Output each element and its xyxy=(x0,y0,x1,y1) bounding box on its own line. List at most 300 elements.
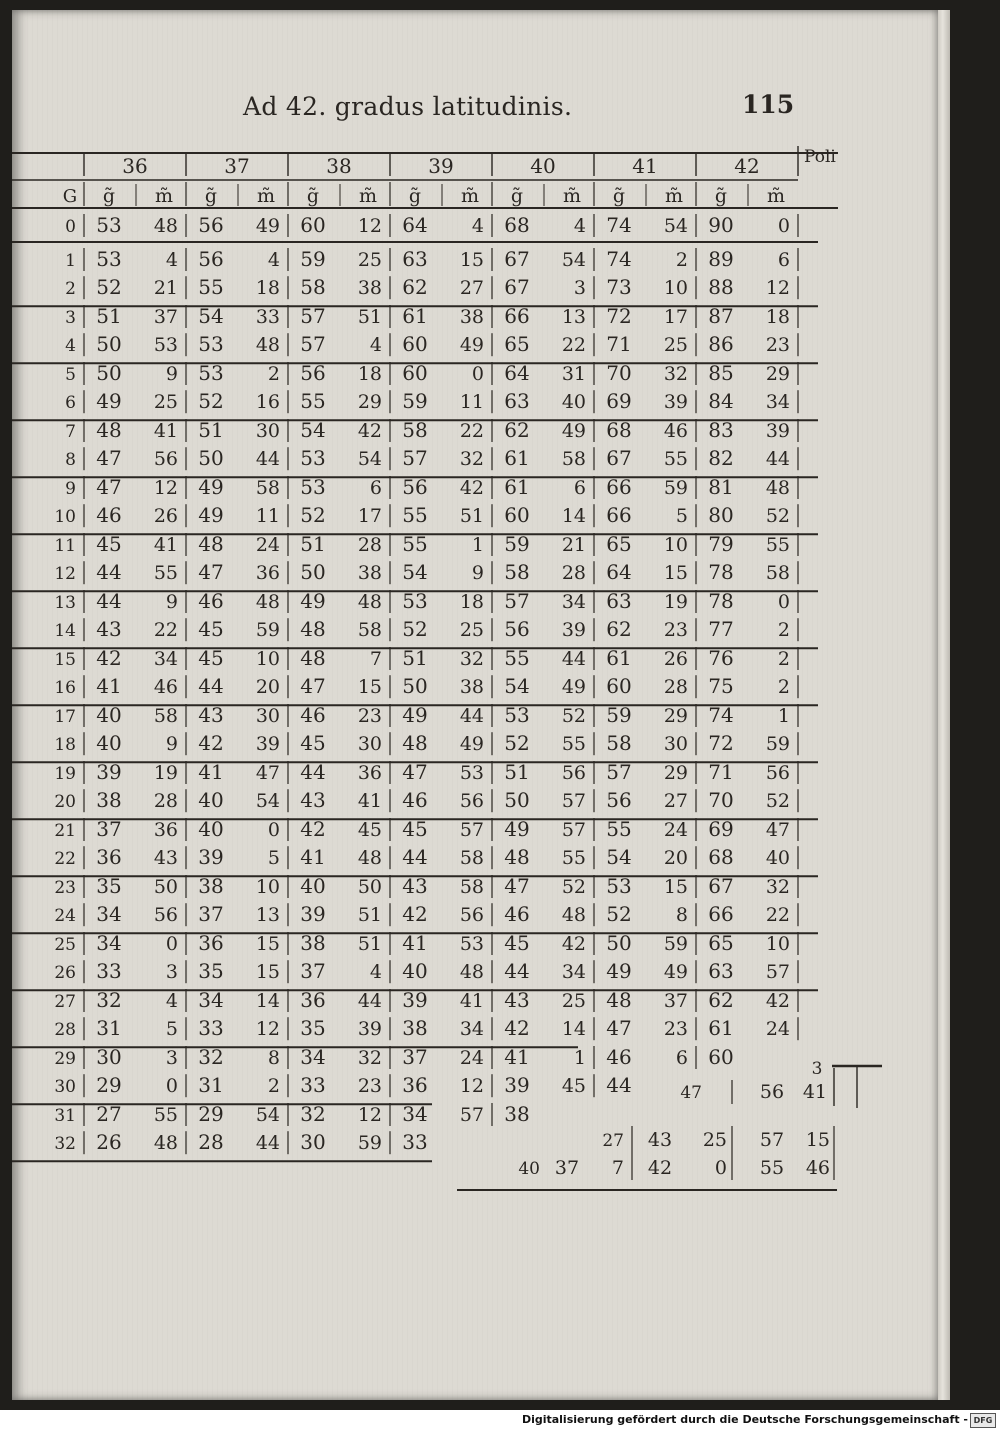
cell-minutes: 59 xyxy=(765,733,790,756)
cell-degrees: 59 xyxy=(504,532,530,556)
cell-minutes: 25 xyxy=(357,249,382,271)
cell-degrees: 62 xyxy=(606,617,632,642)
cell-degrees: 69 xyxy=(606,389,632,414)
cell-degrees: 73 xyxy=(606,275,632,300)
row-label: 7 xyxy=(65,422,76,442)
row-label: 11 xyxy=(54,536,76,556)
cell-minutes: 5 xyxy=(675,505,688,528)
cell-degrees: 39 xyxy=(402,988,428,1012)
cell-degrees: 30 xyxy=(96,1045,122,1069)
cell-minutes: 59 xyxy=(663,933,688,955)
cell-degrees: 31 xyxy=(96,1016,122,1041)
cell-degrees: 59 xyxy=(300,247,326,271)
cell-minutes: 55 xyxy=(663,448,688,471)
cell-minutes: 29 xyxy=(663,705,688,727)
row-label: 21 xyxy=(54,821,76,841)
cell-minutes: 22 xyxy=(561,334,586,357)
cell-degrees: 34 xyxy=(402,1102,428,1126)
cell-degrees: 26 xyxy=(96,1130,122,1155)
cell-degrees: 40 xyxy=(198,788,224,813)
cell-minutes: 23 xyxy=(663,619,688,642)
cell-degrees: 43 xyxy=(96,617,122,642)
cell-degrees: 49 xyxy=(198,475,224,499)
cell-minutes: 6 xyxy=(573,477,586,499)
cell-minutes: 49 xyxy=(561,420,586,442)
dfg-logo: DFG xyxy=(970,1413,996,1428)
cell-minutes: 56 xyxy=(153,448,178,471)
cell-degrees: 60 xyxy=(402,361,428,385)
cell-degrees: 83 xyxy=(708,418,734,442)
cell-degrees: 58 xyxy=(300,275,326,300)
cell-minutes: 58 xyxy=(561,448,586,471)
cell-degrees: 66 xyxy=(606,475,632,499)
row-label: 9 xyxy=(65,479,76,499)
cell-minutes: 57 xyxy=(765,961,790,984)
cell-degrees: 53 xyxy=(198,332,224,357)
cell-degrees: 35 xyxy=(198,959,224,984)
cell-minutes: 41 xyxy=(153,534,178,556)
cell-degrees: 38 xyxy=(300,931,326,955)
cell-minutes: 44 xyxy=(255,448,280,471)
cell-degrees: 70 xyxy=(708,788,734,813)
cell-degrees: 76 xyxy=(708,646,734,670)
cell-minutes: 24 xyxy=(255,534,280,556)
subheader-degrees: g̃ xyxy=(204,185,218,207)
cell-minutes: 5 xyxy=(165,1018,178,1041)
cell-degrees: 53 xyxy=(504,703,530,727)
cell-minutes: 23 xyxy=(663,1018,688,1041)
cell-minutes: 10 xyxy=(255,648,280,670)
cell-degrees: 46 xyxy=(606,1045,632,1069)
cell-minutes: 49 xyxy=(459,733,484,756)
cell-degrees: 43 xyxy=(504,988,530,1012)
cell-minutes: 52 xyxy=(561,705,586,727)
cell-minutes: 45 xyxy=(561,1075,586,1098)
row-label: 26 xyxy=(54,963,76,984)
cell-degrees: 49 xyxy=(402,703,428,727)
cell-minutes: 17 xyxy=(663,306,688,328)
cell-minutes: 4 xyxy=(165,249,178,271)
row-label: 27 xyxy=(54,992,76,1012)
appendix-degrees: 42 xyxy=(647,1157,673,1179)
cell-degrees: 45 xyxy=(402,817,428,841)
cell-degrees: 51 xyxy=(96,304,122,328)
cell-minutes: 0 xyxy=(165,1075,178,1098)
row-label: 28 xyxy=(54,1020,76,1041)
cell-minutes: 15 xyxy=(663,876,688,898)
cell-degrees: 41 xyxy=(402,931,428,955)
cell-minutes: 26 xyxy=(153,505,178,528)
cell-minutes: 59 xyxy=(663,477,688,499)
cell-degrees: 88 xyxy=(708,275,734,300)
appendix-minutes: 0 xyxy=(714,1157,727,1179)
cell-degrees: 54 xyxy=(300,418,326,442)
cell-degrees: 61 xyxy=(606,646,632,670)
cell-minutes: 55 xyxy=(153,562,178,585)
cell-minutes: 56 xyxy=(765,762,790,784)
cell-degrees: 61 xyxy=(402,304,428,328)
cell-degrees: 52 xyxy=(198,389,224,414)
cell-degrees: 61 xyxy=(504,446,530,471)
cell-minutes: 0 xyxy=(267,819,280,841)
cell-degrees: 33 xyxy=(96,959,122,984)
cell-degrees: 49 xyxy=(300,589,326,613)
cell-degrees: 59 xyxy=(402,389,428,414)
cell-minutes: 10 xyxy=(663,277,688,300)
cell-degrees: 50 xyxy=(402,674,428,699)
cell-minutes: 28 xyxy=(357,534,382,556)
cell-minutes: 48 xyxy=(153,1132,178,1155)
cell-degrees: 30 xyxy=(300,1130,326,1155)
cell-degrees: 48 xyxy=(300,646,326,670)
cell-degrees: 60 xyxy=(606,674,632,699)
cell-minutes: 23 xyxy=(357,1075,382,1098)
cell-minutes: 48 xyxy=(561,904,586,927)
cell-degrees: 33 xyxy=(198,1016,224,1041)
cell-degrees: 57 xyxy=(606,760,632,784)
cell-minutes: 27 xyxy=(459,277,484,300)
cell-minutes: 14 xyxy=(561,505,586,528)
row-label: 30 xyxy=(54,1077,76,1098)
cell-degrees: 64 xyxy=(402,213,428,237)
cell-minutes: 54 xyxy=(255,790,280,813)
cell-degrees: 58 xyxy=(606,731,632,756)
cell-degrees: 46 xyxy=(96,503,122,528)
cell-degrees: 87 xyxy=(708,304,734,328)
cell-minutes: 24 xyxy=(459,1047,484,1069)
subheader-degrees: g̃ xyxy=(510,185,524,207)
cell-minutes: 48 xyxy=(765,477,790,499)
cell-minutes: 54 xyxy=(357,448,382,471)
cell-minutes: 53 xyxy=(153,334,178,357)
cell-minutes: 55 xyxy=(561,733,586,756)
cell-minutes: 39 xyxy=(765,420,790,442)
cell-minutes: 47 xyxy=(255,762,280,784)
cell-degrees: 49 xyxy=(96,389,122,414)
cell-minutes: 52 xyxy=(765,790,790,813)
appendix-degrees: 56 xyxy=(759,1081,785,1103)
cell-minutes: 41 xyxy=(153,420,178,442)
cell-degrees: 82 xyxy=(708,446,734,471)
cell-degrees: 68 xyxy=(606,418,632,442)
cell-degrees: 65 xyxy=(504,332,530,357)
cell-degrees: 46 xyxy=(300,703,326,727)
cell-minutes: 55 xyxy=(153,1104,178,1126)
cell-minutes: 12 xyxy=(357,1104,382,1126)
column-header-latitude: 40 xyxy=(530,154,556,178)
cell-minutes: 25 xyxy=(153,391,178,414)
cell-degrees: 58 xyxy=(504,560,530,585)
subheader-minutes: m̃ xyxy=(460,185,480,207)
cell-minutes: 18 xyxy=(765,306,790,328)
row-label: 10 xyxy=(54,507,76,528)
cell-minutes: 55 xyxy=(765,534,790,556)
cell-minutes: 13 xyxy=(561,306,586,328)
cell-degrees: 56 xyxy=(402,475,428,499)
cell-minutes: 48 xyxy=(255,334,280,357)
row-label: 13 xyxy=(54,593,76,613)
cell-minutes: 32 xyxy=(459,448,484,471)
cell-minutes: 1 xyxy=(777,705,790,727)
cell-minutes: 54 xyxy=(663,215,688,237)
cell-degrees: 45 xyxy=(504,931,530,955)
cell-minutes: 30 xyxy=(255,705,280,727)
cell-degrees: 53 xyxy=(96,247,122,271)
cell-minutes: 1 xyxy=(471,534,484,556)
running-head: Ad 42. gradus latitudinis. xyxy=(243,92,573,121)
cell-degrees: 45 xyxy=(198,646,224,670)
cell-minutes: 49 xyxy=(663,961,688,984)
cell-degrees: 38 xyxy=(198,874,224,898)
cell-minutes: 12 xyxy=(357,215,382,237)
cell-minutes: 5 xyxy=(267,847,280,870)
subheader-degrees: g̃ xyxy=(714,185,728,207)
cell-minutes: 54 xyxy=(255,1104,280,1126)
row-label: 2 xyxy=(65,279,76,300)
cell-degrees: 48 xyxy=(96,418,122,442)
cell-minutes: 24 xyxy=(663,819,688,841)
cell-minutes: 15 xyxy=(255,961,280,984)
cell-minutes: 30 xyxy=(663,733,688,756)
column-header-latitude: 38 xyxy=(326,154,352,178)
cell-degrees: 41 xyxy=(198,760,224,784)
cell-degrees: 65 xyxy=(606,532,632,556)
cell-minutes: 0 xyxy=(777,215,790,237)
cell-degrees: 39 xyxy=(96,760,122,784)
cell-degrees: 57 xyxy=(504,589,530,613)
cell-degrees: 51 xyxy=(402,646,428,670)
cell-minutes: 37 xyxy=(663,990,688,1012)
row-label: 5 xyxy=(65,365,76,385)
cell-minutes: 34 xyxy=(561,591,586,613)
cell-degrees: 46 xyxy=(402,788,428,813)
cell-degrees: 70 xyxy=(606,361,632,385)
cell-degrees: 44 xyxy=(300,760,326,784)
cell-degrees: 71 xyxy=(708,760,734,784)
cell-minutes: 7 xyxy=(369,648,382,670)
cell-degrees: 48 xyxy=(504,845,530,870)
cell-degrees: 89 xyxy=(708,247,734,271)
cell-degrees: 47 xyxy=(96,475,122,499)
cell-minutes: 40 xyxy=(765,847,790,870)
cell-minutes: 25 xyxy=(561,990,586,1012)
cell-minutes: 29 xyxy=(357,391,382,414)
appendix-mark: 3 xyxy=(811,1059,823,1079)
cell-degrees: 40 xyxy=(402,959,428,984)
cell-degrees: 52 xyxy=(300,503,326,528)
cell-minutes: 2 xyxy=(777,648,790,670)
cell-minutes: 39 xyxy=(663,391,688,414)
row-label-header: G xyxy=(62,186,78,207)
cell-minutes: 58 xyxy=(459,847,484,870)
cell-minutes: 3 xyxy=(165,1047,178,1069)
cell-degrees: 54 xyxy=(606,845,632,870)
cell-minutes: 32 xyxy=(663,363,688,385)
cell-minutes: 44 xyxy=(255,1132,280,1155)
cell-minutes: 4 xyxy=(267,249,280,271)
cell-minutes: 29 xyxy=(765,363,790,385)
row-label: 14 xyxy=(54,621,76,642)
cell-minutes: 19 xyxy=(663,591,688,613)
cell-minutes: 34 xyxy=(459,1018,484,1041)
cell-minutes: 48 xyxy=(357,847,382,870)
cell-degrees: 60 xyxy=(708,1045,734,1069)
cell-minutes: 51 xyxy=(357,933,382,955)
row-label: 17 xyxy=(54,707,76,727)
cell-degrees: 55 xyxy=(402,503,428,528)
cell-minutes: 53 xyxy=(459,762,484,784)
cell-degrees: 40 xyxy=(300,874,326,898)
cell-degrees: 40 xyxy=(198,817,224,841)
cell-minutes: 23 xyxy=(357,705,382,727)
cell-minutes: 51 xyxy=(459,505,484,528)
cell-minutes: 48 xyxy=(255,591,280,613)
subheader-minutes: m̃ xyxy=(766,185,786,207)
cell-degrees: 40 xyxy=(96,703,122,727)
cell-degrees: 28 xyxy=(198,1130,224,1155)
cell-degrees: 37 xyxy=(96,817,122,841)
cell-minutes: 56 xyxy=(459,790,484,813)
cell-degrees: 56 xyxy=(300,361,326,385)
cell-degrees: 53 xyxy=(300,446,326,471)
row-label: 20 xyxy=(54,792,76,813)
row-label: 12 xyxy=(54,564,76,585)
cell-minutes: 9 xyxy=(165,363,178,385)
cell-minutes: 27 xyxy=(663,790,688,813)
cell-degrees: 62 xyxy=(708,988,734,1012)
row-label: 16 xyxy=(54,678,76,699)
cell-degrees: 37 xyxy=(402,1045,428,1069)
cell-degrees: 43 xyxy=(300,788,326,813)
cell-degrees: 78 xyxy=(708,589,734,613)
cell-minutes: 4 xyxy=(165,990,178,1012)
table-svg xyxy=(12,140,872,1179)
cell-minutes: 32 xyxy=(459,648,484,670)
cell-degrees: 39 xyxy=(198,845,224,870)
cell-degrees: 46 xyxy=(198,589,224,613)
cell-minutes: 46 xyxy=(663,420,688,442)
cell-degrees: 72 xyxy=(708,731,734,756)
cell-degrees: 52 xyxy=(96,275,122,300)
cell-degrees: 55 xyxy=(300,389,326,414)
appendix-minutes: 25 xyxy=(702,1129,727,1151)
row-label: 24 xyxy=(54,906,76,927)
cell-degrees: 34 xyxy=(198,988,224,1012)
footer-credit: Digitalisierung gefördert durch die Deutsche Forschungsgemeinschaft - xyxy=(521,1413,968,1426)
cell-minutes: 10 xyxy=(765,933,790,955)
cell-minutes: 36 xyxy=(255,562,280,585)
cell-degrees: 48 xyxy=(300,617,326,642)
cell-degrees: 27 xyxy=(96,1102,122,1126)
row-label: 18 xyxy=(54,735,76,756)
subheader-degrees: g̃ xyxy=(102,185,116,207)
cell-degrees: 85 xyxy=(708,361,734,385)
cell-minutes: 48 xyxy=(357,591,382,613)
cell-degrees: 53 xyxy=(96,213,122,237)
cell-degrees: 61 xyxy=(708,1016,734,1041)
corner-label-poli: Poli xyxy=(804,147,836,167)
cell-minutes: 23 xyxy=(765,334,790,357)
cell-minutes: 34 xyxy=(153,648,178,670)
cell-degrees: 56 xyxy=(198,213,224,237)
cell-minutes: 9 xyxy=(471,562,484,585)
cell-degrees: 35 xyxy=(96,874,122,898)
cell-minutes: 44 xyxy=(357,990,382,1012)
cell-degrees: 86 xyxy=(708,332,734,357)
cell-minutes: 6 xyxy=(369,477,382,499)
cell-minutes: 42 xyxy=(561,933,586,955)
cell-minutes: 59 xyxy=(255,619,280,642)
cell-degrees: 51 xyxy=(300,532,326,556)
cell-minutes: 2 xyxy=(777,676,790,699)
row-label: 3 xyxy=(65,308,76,328)
cell-minutes: 15 xyxy=(255,933,280,955)
cell-degrees: 66 xyxy=(504,304,530,328)
cell-minutes: 29 xyxy=(663,762,688,784)
cell-minutes: 39 xyxy=(561,619,586,642)
cell-degrees: 80 xyxy=(708,503,734,528)
row-label: 25 xyxy=(54,935,76,955)
cell-degrees: 51 xyxy=(504,760,530,784)
cell-minutes: 51 xyxy=(357,904,382,927)
cell-degrees: 57 xyxy=(300,332,326,357)
cell-minutes: 28 xyxy=(153,790,178,813)
cell-degrees: 38 xyxy=(504,1102,530,1126)
cell-minutes: 22 xyxy=(765,904,790,927)
cell-degrees: 79 xyxy=(708,532,734,556)
row-label: 6 xyxy=(65,393,76,414)
cell-minutes: 0 xyxy=(777,591,790,613)
cell-minutes: 30 xyxy=(255,420,280,442)
cell-minutes: 36 xyxy=(357,762,382,784)
subheader-degrees: g̃ xyxy=(408,185,422,207)
page-edge xyxy=(938,10,950,1400)
cell-minutes: 32 xyxy=(357,1047,382,1069)
cell-degrees: 46 xyxy=(504,902,530,927)
cell-minutes: 25 xyxy=(663,334,688,357)
cell-degrees: 67 xyxy=(504,275,530,300)
cell-degrees: 56 xyxy=(606,788,632,813)
cell-degrees: 74 xyxy=(606,247,632,271)
cell-minutes: 53 xyxy=(459,933,484,955)
cell-degrees: 63 xyxy=(402,247,428,271)
cell-degrees: 75 xyxy=(708,674,734,699)
cell-minutes: 14 xyxy=(255,990,280,1012)
cell-minutes: 21 xyxy=(561,534,586,556)
cell-degrees: 44 xyxy=(402,845,428,870)
cell-degrees: 55 xyxy=(402,532,428,556)
cell-minutes: 2 xyxy=(267,1075,280,1098)
cell-minutes: 22 xyxy=(459,420,484,442)
cell-minutes: 10 xyxy=(663,534,688,556)
cell-degrees: 77 xyxy=(708,617,734,642)
cell-degrees: 44 xyxy=(96,560,122,585)
cell-degrees: 42 xyxy=(402,902,428,927)
appendix-label: 27 xyxy=(602,1131,624,1151)
cell-minutes: 56 xyxy=(561,762,586,784)
cell-degrees: 50 xyxy=(300,560,326,585)
cell-degrees: 74 xyxy=(708,703,734,727)
appendix-minutes: 15 xyxy=(805,1129,830,1151)
cell-degrees: 36 xyxy=(198,931,224,955)
row-label: 0 xyxy=(65,217,76,237)
cell-minutes: 39 xyxy=(255,733,280,756)
cell-minutes: 33 xyxy=(255,306,280,328)
cell-minutes: 2 xyxy=(267,363,280,385)
cell-minutes: 44 xyxy=(561,648,586,670)
cell-minutes: 9 xyxy=(165,733,178,756)
cell-degrees: 42 xyxy=(96,646,122,670)
